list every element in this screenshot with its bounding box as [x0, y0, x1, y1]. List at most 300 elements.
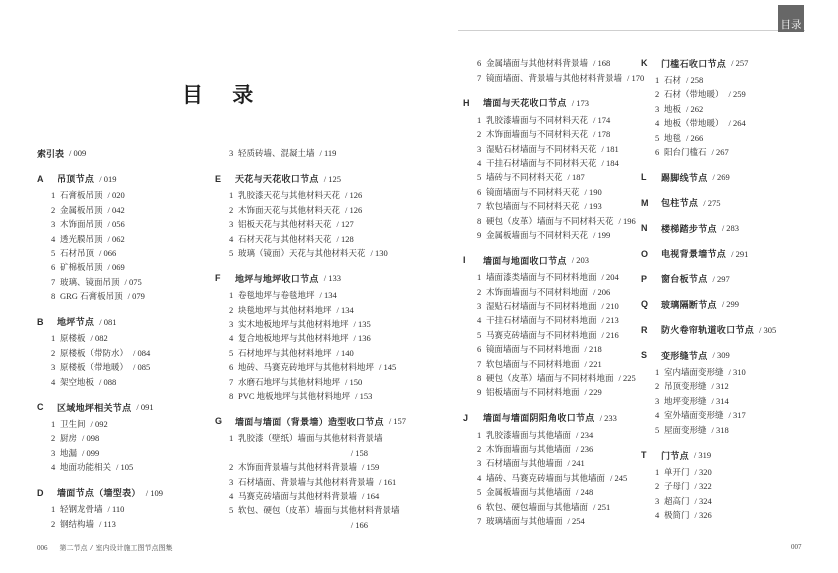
entry-page-number: / 126: [345, 204, 363, 215]
section-title: 防火卷帘轨道收口节点: [661, 325, 755, 336]
entry-page-number: / 166: [350, 519, 368, 530]
toc-item-row: [463, 284, 635, 298]
item-number: 1: [51, 418, 56, 429]
entry-page-number: / 318: [711, 424, 729, 435]
entry-page-number: / 314: [711, 395, 729, 406]
entry-page-number: / 299: [721, 299, 740, 310]
entry-title: 干挂石材墙面与不同材料地面: [486, 315, 597, 326]
entry-page-number: / 085: [133, 362, 151, 373]
toc-item-row: [463, 456, 635, 470]
section-title: 天花与天花收口节点: [235, 174, 319, 185]
entry-title: 屋面变形缝: [664, 424, 707, 435]
toc-item-row: [37, 360, 209, 374]
entry-title: 乳胶漆墙面与不同材料天花: [486, 114, 589, 125]
item-number: 3: [477, 143, 482, 154]
section-title: 窗台板节点: [661, 274, 708, 285]
entry-title: GRG 石膏板吊顶: [60, 291, 123, 302]
toc-item-row: [37, 331, 209, 345]
toc-item-row: [37, 289, 209, 303]
entry-page-number: / 269: [712, 172, 730, 183]
item-number: 5: [477, 329, 482, 340]
entry-page-number: / 213: [601, 315, 619, 326]
toc-item-row: [463, 313, 635, 327]
entry-page-number: / 254: [567, 516, 585, 527]
item-number: 1: [229, 290, 234, 301]
entry-page-number: / 319: [693, 450, 712, 460]
toc-item-row: [215, 146, 387, 160]
toc-item-row: [215, 360, 397, 374]
section-letter: M: [641, 197, 649, 208]
toc-section-row: [463, 96, 635, 110]
toc-item-row: [215, 374, 387, 388]
toc-item-row: [215, 203, 387, 217]
entry-title: 阳台门槛石: [664, 147, 707, 158]
toc-item-row: [641, 479, 813, 493]
section-letter: I: [463, 255, 466, 266]
entry-page-number: / 317: [728, 410, 746, 421]
item-number: 2: [51, 204, 56, 215]
entry-title: 室外墙面变形缝: [664, 410, 724, 421]
item-number: 1: [477, 272, 482, 283]
entry-page-number: / 184: [601, 158, 619, 169]
toc-index-row: [37, 146, 209, 160]
entry-title: 单开门: [664, 466, 690, 477]
toc-item-row: [215, 246, 387, 260]
item-number: 6: [655, 147, 660, 158]
item-number: 4: [655, 510, 660, 521]
entry-page-number: / 161: [379, 476, 397, 487]
item-number: 7: [477, 201, 482, 212]
item-number: 6: [51, 262, 56, 273]
toc-section-row: [641, 297, 813, 311]
section-letter: H: [463, 97, 470, 108]
entry-page-number: / 153: [355, 391, 373, 402]
entry-page-number: / 320: [694, 466, 712, 477]
entry-page-number: / 084: [133, 347, 151, 358]
entry-page-number: / 125: [323, 173, 341, 184]
entry-title: 吊顶变形缝: [664, 381, 707, 392]
toc-item-row: [463, 185, 635, 199]
toc-item-row: [463, 442, 635, 456]
entry-page-number: / 326: [694, 510, 712, 521]
entry-page-number: / 019: [99, 173, 117, 184]
item-number: 3: [477, 458, 482, 469]
toc-item-row: [215, 489, 387, 503]
item-number: 9: [477, 387, 482, 398]
toc-tab-label: 目录: [780, 18, 802, 31]
entry-title: 乳胶漆（壁纸）墙面与其他材料背景墙: [238, 433, 383, 444]
item-number: 4: [229, 490, 234, 501]
section-letter: G: [215, 416, 223, 427]
item-number: 8: [477, 215, 482, 226]
item-number: 4: [477, 472, 482, 483]
toc-item-row: [463, 70, 645, 84]
entry-title: 乳胶漆墙面与其他墙面: [486, 429, 572, 440]
entry-title: 地板: [664, 103, 682, 114]
entry-title: 铝板墙面与不同材料地面: [486, 387, 580, 398]
entry-title: 架空地板: [60, 376, 95, 387]
item-number: 1: [229, 433, 234, 444]
entry-title: 钢结构墙: [60, 518, 95, 529]
entry-page-number: / 257: [731, 58, 749, 69]
section-letter: F: [215, 273, 221, 284]
section-title: 包柱节点: [661, 198, 699, 209]
item-number: 3: [51, 447, 56, 458]
footer-book-title: 室内设计施工图节点图集: [95, 544, 173, 552]
entry-page-number: / 305: [759, 324, 777, 335]
entry-page-number: / 262: [686, 103, 704, 114]
entry-page-number: / 066: [99, 248, 117, 259]
entry-page-number: / 229: [584, 387, 602, 398]
toc-item-row: [641, 394, 813, 408]
toc-corner-tab: [778, 5, 804, 32]
toc-item-row: [641, 493, 813, 507]
section-letter: K: [641, 58, 648, 69]
entry-title: 石材（带地暖）: [664, 89, 724, 100]
section-title: 区域地坪相关节点: [57, 402, 132, 413]
section-title: 地坪与地坪收口节点: [235, 273, 319, 284]
entry-title: 厨房: [60, 433, 78, 444]
entry-page-number: / 251: [593, 501, 611, 512]
item-number: 2: [477, 444, 482, 455]
item-number: 2: [477, 286, 482, 297]
toc-item-row: [641, 465, 813, 479]
toc-wrap-row: [215, 446, 387, 460]
item-number: 1: [51, 333, 56, 344]
item-number: 3: [229, 476, 234, 487]
toc-item-row: [463, 342, 635, 356]
toc-section-row: [37, 400, 209, 414]
toc-item-row: [463, 499, 635, 513]
item-number: 6: [477, 186, 482, 197]
item-number: 5: [229, 347, 234, 358]
entry-page-number: / 312: [711, 381, 729, 392]
toc-item-row: [463, 471, 635, 485]
item-number: 7: [51, 276, 56, 287]
item-number: 2: [477, 129, 482, 140]
item-number: 3: [477, 301, 482, 312]
toc-item-row: [215, 431, 387, 445]
entry-title: 湿贴石材墙面与不同材料天花: [486, 143, 597, 154]
entry-page-number: / 133: [323, 273, 341, 284]
entry-title: 地坪变形缝: [664, 395, 707, 406]
entry-page-number: / 206: [593, 286, 611, 297]
toc-section-row: [37, 314, 209, 328]
entry-page-number: / 127: [336, 219, 354, 230]
entry-page-number: / 196: [618, 215, 636, 226]
entry-page-number: / 178: [593, 129, 611, 140]
entry-title: 玻璃墙面与其他墙面: [486, 516, 563, 527]
footer-left: [37, 543, 172, 553]
entry-title: 原楼板: [60, 333, 86, 344]
toc-item-row: [215, 303, 387, 317]
toc-section-row: [641, 448, 813, 462]
item-number: 3: [229, 319, 234, 330]
item-number: 7: [477, 358, 482, 369]
item-number: 1: [477, 114, 482, 125]
toc-item-row: [463, 385, 635, 399]
entry-title: 玻璃、镜面吊顶: [60, 276, 120, 287]
toc-section-row: [641, 272, 813, 286]
entry-page-number: / 062: [107, 233, 125, 244]
entry-page-number: / 216: [601, 329, 619, 340]
entry-page-number: / 203: [571, 255, 589, 266]
toc-item-row: [641, 73, 813, 87]
section-letter: S: [641, 350, 648, 361]
entry-title: 块毯地坪与其他材料地坪: [238, 304, 332, 315]
entry-title: 木饰面天花与其他材料天花: [238, 204, 341, 215]
toc-item-row: [463, 328, 635, 342]
entry-page-number: / 225: [618, 373, 636, 383]
entry-title: 地板（带地暖）: [664, 118, 724, 129]
entry-page-number: / 199: [593, 229, 611, 240]
entry-page-number: / 136: [353, 333, 371, 344]
entry-page-number: / 134: [319, 290, 337, 301]
entry-title: 索引表: [37, 148, 65, 159]
entry-title: 马赛克砖墙面与其他材料背景墙: [238, 490, 358, 501]
entry-title: 镜面墙面、背景墙与其他材料背景墙: [486, 72, 623, 83]
entry-page-number: / 092: [90, 418, 108, 429]
entry-page-number: / 140: [336, 347, 354, 358]
toc-item-row: [463, 485, 635, 499]
item-number: 3: [655, 103, 660, 114]
section-title: 变形缝节点: [661, 350, 708, 361]
toc-item-row: [463, 127, 635, 141]
entry-title: 地毯: [664, 132, 682, 143]
toc-item-row: [463, 514, 635, 528]
item-number: 4: [51, 233, 56, 244]
entry-page-number: / 170: [627, 72, 645, 83]
section-letter: A: [37, 173, 44, 184]
toc-item-row: [641, 145, 813, 159]
item-number: 1: [229, 190, 234, 201]
entry-title: 木饰面背景墙与其他材料背景墙: [238, 462, 358, 473]
toc-section-row: [463, 411, 635, 425]
toc-item-row: [215, 331, 387, 345]
section-letter: L: [641, 172, 647, 183]
section-title: 电视背景墙节点: [661, 249, 727, 260]
entry-title: 木饰面墙面与不同材料地面: [486, 286, 589, 297]
item-number: 4: [655, 118, 660, 129]
item-number: 4: [229, 333, 234, 344]
entry-title: 金属板墙面与其他墙面: [486, 487, 572, 498]
toc-item-row: [463, 113, 635, 127]
item-number: 1: [51, 190, 56, 201]
entry-title: 软包墙面与不同材料地面: [486, 358, 580, 369]
item-number: 2: [655, 89, 660, 100]
toc-item-row: [215, 389, 387, 403]
entry-title: 金属板吊顶: [60, 204, 103, 215]
item-number: 5: [229, 248, 234, 259]
item-number: 1: [51, 504, 56, 515]
page-number-right: 007: [791, 543, 802, 551]
toc-item-row: [37, 431, 209, 445]
entry-title: 马赛克砖墙面与不同材料地面: [486, 329, 597, 340]
entry-page-number: / 145: [379, 362, 397, 373]
entry-page-number: / 075: [124, 276, 142, 287]
toc-item-row: [37, 517, 209, 531]
section-letter: P: [641, 273, 648, 284]
entry-title: 轻钢龙骨墙: [60, 504, 103, 515]
toc-item-row: [463, 427, 635, 441]
toc-item-row: [215, 460, 387, 474]
entry-title: 矿棉板吊顶: [60, 262, 103, 273]
item-number: 2: [229, 462, 234, 473]
toc-item-row: [37, 217, 209, 231]
entry-page-number: / 119: [319, 148, 337, 159]
entry-title: 石材墙面与其他墙面: [486, 458, 563, 469]
item-number: 4: [51, 376, 56, 387]
item-number: 1: [477, 429, 482, 440]
entry-page-number: / 081: [99, 316, 117, 327]
toc-item-row: [215, 231, 387, 245]
entry-page-number: / 218: [584, 344, 602, 355]
toc-section-row: [463, 253, 635, 267]
section-title: 地坪节点: [57, 317, 95, 328]
entry-title: 木饰面吊顶: [60, 219, 103, 230]
entry-title: 实木地板地坪与其他材料地坪: [238, 319, 349, 330]
toc-item-row: [37, 246, 209, 260]
toc-section-row: [215, 271, 387, 285]
entry-title: 复合地板地坪与其他材料地坪: [238, 333, 349, 344]
entry-page-number: / 079: [127, 291, 145, 302]
toc-item-row: [37, 446, 209, 460]
toc-item-row: [463, 270, 635, 284]
item-number: 3: [51, 219, 56, 230]
toc-section-row: [641, 323, 813, 337]
page-number-left: 006: [37, 544, 48, 552]
section-letter: E: [215, 173, 222, 184]
section-letter: O: [641, 248, 649, 259]
toc-item-row: [641, 422, 813, 436]
entry-page-number: / 020: [107, 190, 125, 201]
toc-section-row: [641, 196, 813, 210]
toc-item-row: [463, 228, 635, 242]
item-number: 2: [655, 381, 660, 392]
toc-column-4: [641, 56, 813, 522]
toc-item-row: [641, 408, 813, 422]
entry-title: 木饰面墙面与不同材料天花: [486, 129, 589, 140]
entry-page-number: / 233: [599, 412, 617, 423]
toc-item-row: [215, 346, 387, 360]
section-title: 墙面与天花收口节点: [483, 98, 567, 109]
item-number: 6: [477, 344, 482, 355]
entry-page-number: / 181: [601, 143, 619, 154]
toc-item-row: [463, 199, 635, 213]
entry-title: 木饰面墙面与其他墙面: [486, 444, 572, 455]
section-title: 门节点: [661, 450, 689, 461]
section-title: 墙面与墙面（背景墙）造型收口节点: [235, 416, 384, 427]
item-number: 2: [229, 304, 234, 315]
item-number: 4: [655, 410, 660, 421]
section-title: 楼梯踏步节点: [661, 223, 717, 234]
item-number: 5: [51, 248, 56, 259]
header-rule: [458, 30, 805, 31]
toc-item-row: [215, 288, 387, 302]
entry-page-number: / 069: [107, 262, 125, 273]
item-number: 3: [51, 362, 56, 373]
entry-page-number: / 135: [353, 319, 371, 330]
toc-item-row: [37, 502, 209, 516]
item-number: 8: [229, 391, 234, 402]
entry-page-number: / 159: [362, 462, 380, 473]
entry-page-number: / 204: [601, 272, 619, 283]
item-number: 5: [655, 132, 660, 143]
entry-page-number: / 236: [576, 444, 594, 455]
entry-title: 石材地坪与其他材料地坪: [238, 347, 332, 358]
item-number: 5: [229, 505, 234, 516]
toc-item-row: [463, 170, 635, 184]
entry-page-number: / 130: [370, 248, 388, 259]
toc-section-row: [215, 414, 407, 428]
entry-page-number: / 113: [99, 518, 116, 529]
toc-section-row: [37, 485, 209, 499]
entry-page-number: / 245: [610, 472, 628, 483]
entry-title: 石材吊顶: [60, 248, 95, 259]
toc-item-row: [215, 188, 387, 202]
toc-item-row: [641, 116, 813, 130]
item-number: 3: [655, 395, 660, 406]
entry-title: 卫生间: [60, 418, 86, 429]
entry-title: 硬包（皮革）墙面与不同材料地面: [486, 373, 614, 383]
toc-item-row: [37, 260, 209, 274]
footer-chapter: 第二节点: [59, 544, 88, 552]
item-number: 7: [229, 376, 234, 387]
entry-title: 地漏: [60, 447, 78, 458]
section-title: 墙面与墙面阴阳角收口节点: [483, 413, 595, 424]
toc-item-row: [37, 203, 209, 217]
toc-item-row: [641, 508, 813, 522]
entry-title: 玻璃（镜面）天花与其他材料天花: [238, 248, 366, 259]
toc-column-2: [215, 146, 407, 532]
item-number: 3: [229, 219, 234, 230]
entry-page-number: / 264: [728, 118, 746, 129]
toc-item-row: [215, 474, 397, 488]
entry-title: 墙砖与不同材料天花: [486, 172, 563, 183]
entry-page-number: / 267: [711, 147, 729, 158]
entry-title: 石膏板吊顶: [60, 190, 103, 201]
item-number: 8: [51, 291, 56, 302]
entry-page-number: / 297: [712, 273, 730, 284]
section-title: 吊顶节点: [57, 174, 95, 185]
toc-item-row: [641, 365, 813, 379]
toc-item-row: [641, 102, 813, 116]
section-letter: C: [37, 402, 44, 413]
item-number: 4: [51, 462, 56, 473]
section-letter: T: [641, 450, 647, 460]
toc-item-row: [463, 371, 635, 385]
entry-page-number: / 241: [567, 458, 585, 469]
section-letter: B: [37, 316, 44, 327]
toc-item-row: [37, 231, 209, 245]
toc-item-row: [37, 188, 209, 202]
entry-page-number: / 168: [593, 58, 611, 69]
entry-title: 墙砖、马赛克砖墙面与其他墙面: [486, 472, 606, 483]
item-number: 6: [477, 58, 482, 69]
entry-title: 软包墙面与不同材料天花: [486, 201, 580, 212]
entry-title: 水磨石地坪与其他材料地坪: [238, 376, 341, 387]
entry-page-number: / 157: [388, 416, 407, 427]
entry-title: 地砖、马赛克砖地坪与其他材料地坪: [238, 362, 375, 373]
item-number: 4: [477, 315, 482, 326]
item-number: 2: [51, 518, 56, 529]
entry-page-number: / 056: [107, 219, 125, 230]
entry-title: 石材天花与其他材料天花: [238, 233, 332, 244]
entry-title: 镜面墙面与不同材料地面: [486, 344, 580, 355]
entry-title: 原楼板（带地暖）: [60, 362, 129, 373]
toc-item-row: [37, 346, 209, 360]
item-number: 3: [229, 148, 234, 159]
